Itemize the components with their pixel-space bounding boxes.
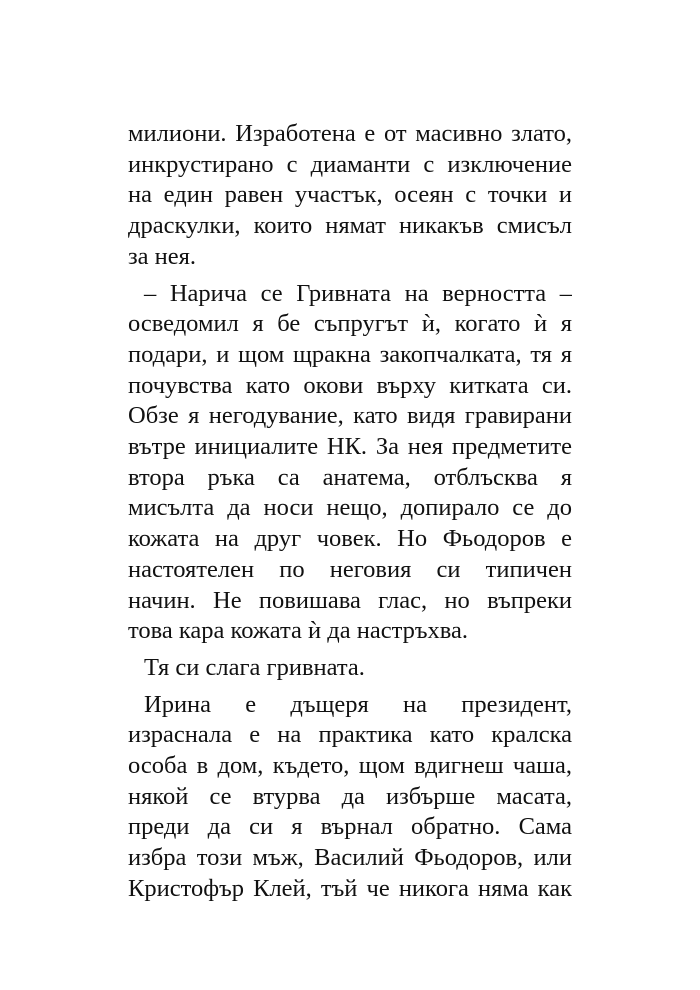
page-text [128, 119, 572, 905]
text-line: избра този мъж, Василий Фьодоров, или [128, 844, 572, 872]
text-line: кожата на друг човек. Но Фьодоров е [128, 525, 572, 553]
text-line: преди да си я върнал обратно. Сама [128, 813, 572, 841]
text-line: на един равен участък, осеян с точки и [128, 181, 572, 209]
paragraph-4 [128, 690, 572, 905]
text-line: подари, и щом щракна закопчалката, тя я [128, 340, 572, 368]
text-line: това кара кожата ѝ да настръхва. [128, 617, 468, 645]
text-line: вътре инициалите НК. За нея предметите [128, 433, 572, 461]
text-line: особа в дом, където, щом вдигнеш чаша, [128, 752, 572, 780]
text-line: някой се втурва да избърше масата, [128, 782, 572, 810]
paragraph-3 [128, 653, 572, 684]
text-line: – Нарича се Гривната на верността – [144, 279, 572, 307]
paragraph-1 [128, 119, 572, 273]
text-line: за нея. [128, 242, 197, 270]
text-line: драскулки, които нямат никакъв смисъл [128, 212, 572, 240]
text-line: настоятелен по неговия си типичен [128, 555, 572, 583]
text-line: втора ръка са анатема, отблъсква я [128, 463, 572, 491]
text-line: Кристофър Клей, тъй че никога няма как [128, 874, 572, 902]
text-line: мисълта да носи нещо, допирало се до [128, 494, 572, 522]
text-line: инкрустирано с диаманти с изключение [128, 150, 572, 178]
text-line: начин. Не повишава глас, но въпреки [128, 586, 572, 614]
text-line: Тя си слага гривната. [144, 653, 365, 681]
text-line: осведомил я бе съпругът ѝ, когато ѝ я [128, 310, 572, 338]
text-line: Обзе я негодувание, като видя гравирани [128, 402, 572, 430]
text-line: почувства като окови върху китката си. [128, 371, 572, 399]
text-line: израснала е на практика като кралска [128, 721, 572, 749]
text-line: милиони. Изработена е от масивно злато, [128, 120, 572, 147]
text-line: Ирина е дъщеря на президент, [144, 690, 572, 718]
paragraph-2 [128, 279, 572, 647]
